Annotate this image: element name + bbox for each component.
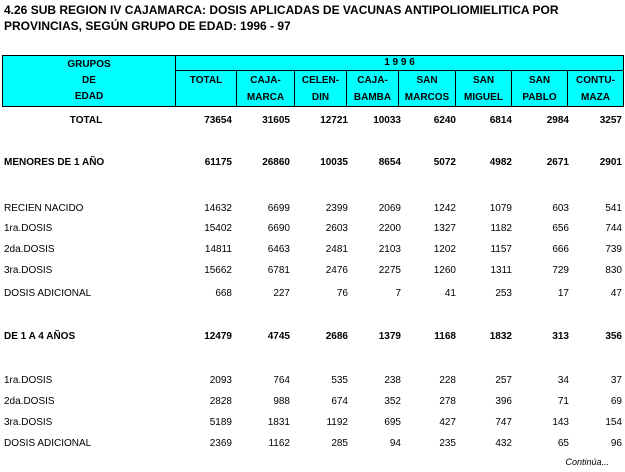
table-row [0,437,625,451]
row-value: 2901 [599,157,622,168]
table-header [2,55,624,107]
row-value: 34 [557,375,569,386]
column-header-san-pablo: SAN PABLO [512,71,568,107]
row-value: 47 [610,288,622,299]
row-label: 3ra.DOSIS [4,265,53,276]
row-label: DOSIS ADICIONAL [4,288,92,299]
row-value: 238 [384,375,401,386]
row-value: 41 [444,288,456,299]
row-value: 2686 [325,331,348,342]
row-label: RECIEN NACIDO [4,203,84,214]
row-value: 352 [384,396,401,407]
column-header-total: TOTAL [176,71,237,107]
row-value: 988 [273,396,290,407]
row-value: 695 [384,417,401,428]
row-value: 14632 [204,203,232,214]
row-value: 656 [552,223,569,234]
row-value: 535 [331,375,348,386]
row-value: 603 [552,203,569,214]
group-header-line: EDAD [74,91,104,102]
group-header-line: GRUPOS [67,59,111,70]
row-value: 396 [495,396,512,407]
row-value: 313 [552,331,569,342]
year-header: 1 9 9 6 [176,56,624,71]
row-value: 1182 [490,223,512,234]
row-label: 2da.DOSIS [4,396,55,407]
table-title [4,2,564,34]
table-row [0,287,625,301]
row-value: 71 [557,396,569,407]
row-value: 2603 [325,223,348,234]
row-value: 227 [273,288,290,299]
row-value: 2369 [209,438,232,449]
row-value: 739 [605,244,622,255]
row-value: 356 [605,331,622,342]
row-value: 6463 [267,244,290,255]
row-value: 1832 [489,331,512,342]
column-header-contumaza: CONTU- MAZA [568,71,624,107]
row-value: 2671 [546,157,569,168]
row-value: 1379 [378,331,401,342]
row-value: 278 [439,396,456,407]
table-row [0,202,625,216]
row-value: 1168 [434,331,456,342]
row-value: 744 [605,223,622,234]
title-line-2: PROVINCIAS, SEGÚN GRUPO DE EDAD: 1996 - 97 [4,19,291,33]
row-label: 3ra.DOSIS [4,417,53,428]
table-row [0,264,625,278]
row-value: 6814 [489,115,512,126]
row-value: 2476 [325,265,348,276]
row-value: 6240 [433,115,456,126]
row-label: DE 1 A 4 AÑOS [4,331,76,342]
row-label: 2da.DOSIS [4,244,55,255]
row-value: 747 [495,417,512,428]
column-header-celendin: CELEN- DIN [295,71,347,107]
column-header-cajamarca: CAJA- MARCA [237,71,295,107]
row-value: 76 [336,288,348,299]
row-value: 668 [215,288,232,299]
row-value: 235 [439,438,456,449]
row-value: 5189 [209,417,232,428]
row-value: 37 [610,375,622,386]
row-value: 12479 [204,331,232,342]
row-value: 541 [605,203,622,214]
row-value: 1162 [268,438,290,449]
row-value: 7 [395,288,401,299]
column-header-cajabamba: CAJA- BAMBA [347,71,399,107]
row-value: 154 [605,417,622,428]
row-value: 17 [557,288,569,299]
row-value: 6781 [267,265,290,276]
row-value: 61175 [204,157,232,168]
row-value: 8654 [378,157,401,168]
title-line-1: 4.26 SUB REGION IV CAJAMARCA: DOSIS APLICADAS DE VACUNAS ANTIPOLIOMIELITICA POR [4,3,559,17]
row-value: 143 [552,417,569,428]
row-value: 729 [552,265,569,276]
row-value: 1831 [267,417,290,428]
column-header-san-marcos: SAN MARCOS [399,71,456,107]
row-label: DOSIS ADICIONAL [4,438,92,449]
row-value: 830 [605,265,622,276]
table-row [0,222,625,236]
row-value: 15402 [204,223,232,234]
row-value: 73654 [204,115,232,126]
row-value: 1192 [326,417,348,428]
table-row [0,374,625,388]
row-value: 12721 [320,115,348,126]
row-value: 257 [495,375,512,386]
row-value: 31605 [262,115,290,126]
group-header-line: DE [82,75,96,86]
row-value: 1157 [490,244,512,255]
table-row [0,330,625,344]
row-value: 96 [610,438,622,449]
row-value: 69 [610,396,622,407]
row-value: 26860 [262,157,290,168]
row-value: 10033 [373,115,401,126]
row-value: 2103 [378,244,401,255]
continued-note: Continúa... [565,457,609,467]
row-label: 1ra.DOSIS [4,375,53,386]
row-value: 427 [439,417,456,428]
row-value: 1202 [433,244,456,255]
row-value: 2200 [378,223,401,234]
row-value: 2093 [209,375,232,386]
row-value: 764 [273,375,290,386]
table-row [0,243,625,257]
row-value: 14811 [204,244,232,255]
row-value: 1327 [433,223,456,234]
group-header-cell [3,56,176,107]
row-value: 94 [389,438,401,449]
row-value: 1311 [490,265,512,276]
row-label: MENORES DE 1 AÑO [4,157,105,168]
row-value: 4745 [267,331,290,342]
row-value: 2275 [378,265,401,276]
row-value: 432 [495,438,512,449]
row-value: 1260 [433,265,456,276]
row-value: 2828 [209,396,232,407]
row-label: TOTAL [69,115,103,126]
row-value: 6690 [267,223,290,234]
table-row [0,416,625,430]
row-value: 15662 [204,265,232,276]
row-value: 2399 [325,203,348,214]
row-value: 285 [331,438,348,449]
table-row [0,395,625,409]
row-value: 4982 [489,157,512,168]
row-value: 5072 [433,157,456,168]
row-value: 2984 [546,115,569,126]
row-value: 253 [495,288,512,299]
row-value: 10035 [320,157,348,168]
row-value: 3257 [599,115,622,126]
row-label: 1ra.DOSIS [4,223,53,234]
row-value: 2069 [378,203,401,214]
row-value: 1242 [433,203,456,214]
column-header-san-miguel: SAN MIGUEL [456,71,512,107]
row-value: 666 [552,244,569,255]
row-value: 65 [557,438,569,449]
table-row [0,114,625,128]
row-value: 674 [331,396,348,407]
row-value: 1079 [489,203,512,214]
row-value: 228 [439,375,456,386]
row-value: 2481 [325,244,348,255]
table-row [0,156,625,170]
row-value: 6699 [267,203,290,214]
